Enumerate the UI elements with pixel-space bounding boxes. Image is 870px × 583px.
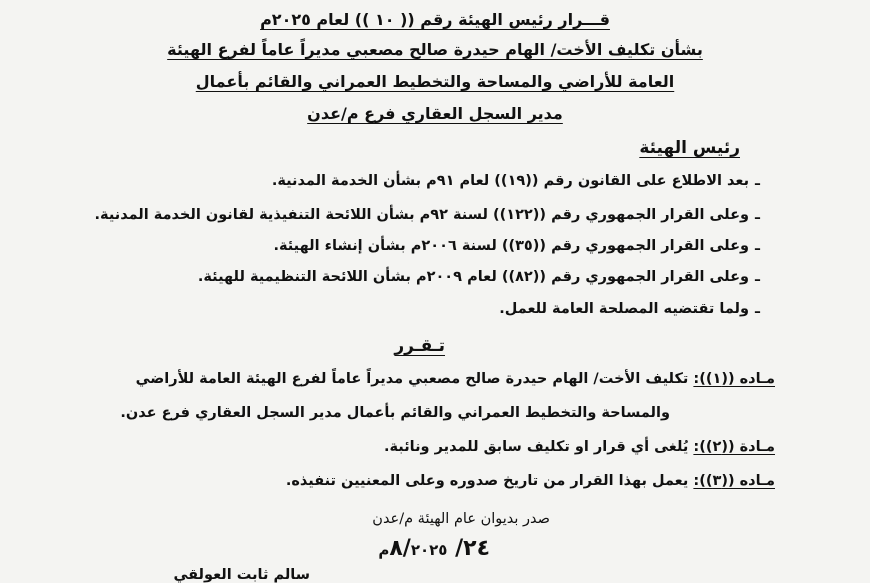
subject-line-1: بشأن تكليف الأخت/ الهام حيدرة صالح مصعبي مديراً عاماً لفرع الهيئة xyxy=(167,40,703,59)
article-label: مـاده ((١)): xyxy=(693,371,775,387)
preamble-item-text: وعلى القرار الجمهوري رقم ((٨٢)) لعام ٢٠٠٩م بشأن اللائحة التنظيمية للهيئة. xyxy=(197,269,750,285)
date-year: ٢٠٢٥م xyxy=(378,541,448,559)
article-text: يُلغى أي قرار او تكليف سابق للمدير ونائبة. xyxy=(384,439,689,455)
preamble-item xyxy=(272,174,760,189)
decision-heading: تـقـرر xyxy=(394,336,445,356)
date-day-month: ٢٤/ ٨/ xyxy=(389,536,490,561)
preamble-item-text: بعد الاطلاع على القانون رقم ((١٩)) لعام ٩١م بشأن الخدمة المدنية. xyxy=(271,173,750,189)
issue-date xyxy=(378,538,490,560)
article-2 xyxy=(384,440,775,455)
decision-title: قـــرار رئيس الهيئة رقم (( ١٠ )) لعام ٢٠٢٥م xyxy=(260,10,610,29)
article-text: تكليف الأخت/ الهام حيدرة صالح مصعبي مديراً عاماً لفرع الهيئة العامة للأراضي xyxy=(135,371,689,387)
preamble-item-text: ولما تقتضيه المصلحة العامة للعمل. xyxy=(499,301,750,317)
bullet-marker: ـ xyxy=(755,301,760,317)
bullet-marker: ـ xyxy=(755,269,760,285)
article-label: مـادة ((٢)): xyxy=(693,439,775,455)
bullet-marker: ـ xyxy=(755,238,760,254)
subject-line-2: العامة للأراضي والمساحة والتخطيط العمراني والقائم بأعمال xyxy=(195,72,675,91)
bullet-marker: ـ xyxy=(755,173,760,189)
article-3 xyxy=(286,474,775,489)
preamble-item xyxy=(273,239,760,254)
article-text: يعمل بهذا القرار من تاريخ صدوره وعلى المعنيين تنفيذه. xyxy=(285,473,689,489)
preamble-item-text: وعلى القرار الجمهوري رقم ((٣٥)) لسنة ٢٠٠٦م بشأن إنشاء الهيئة. xyxy=(273,238,750,254)
subject-line-3: مدير السجل العقاري فرع م/عدن xyxy=(307,104,563,123)
preamble-item xyxy=(95,208,760,223)
article-1 xyxy=(136,372,775,387)
preamble-item-text: وعلى القرار الجمهوري رقم ((١٢٢)) لسنة ٩٢م بشأن اللائحة التنفيذية لقانون الخدمة المدنية. xyxy=(94,207,750,223)
preamble-item xyxy=(499,302,760,317)
preamble-heading: رئيس الهيئة xyxy=(639,138,740,158)
preamble-item xyxy=(198,270,760,285)
article-label: مـاده ((٣)): xyxy=(693,473,775,489)
signatory-name: سالم ثابت العولقي xyxy=(173,567,310,583)
issued-at: صدر بديوان عام الهيئة م/عدن xyxy=(372,511,550,527)
article-1-continued: والمساحة والتخطيط العمراني والقائم بأعمال مدير السجل العقاري فرع عدن. xyxy=(120,405,670,421)
bullet-marker: ـ xyxy=(755,207,760,223)
